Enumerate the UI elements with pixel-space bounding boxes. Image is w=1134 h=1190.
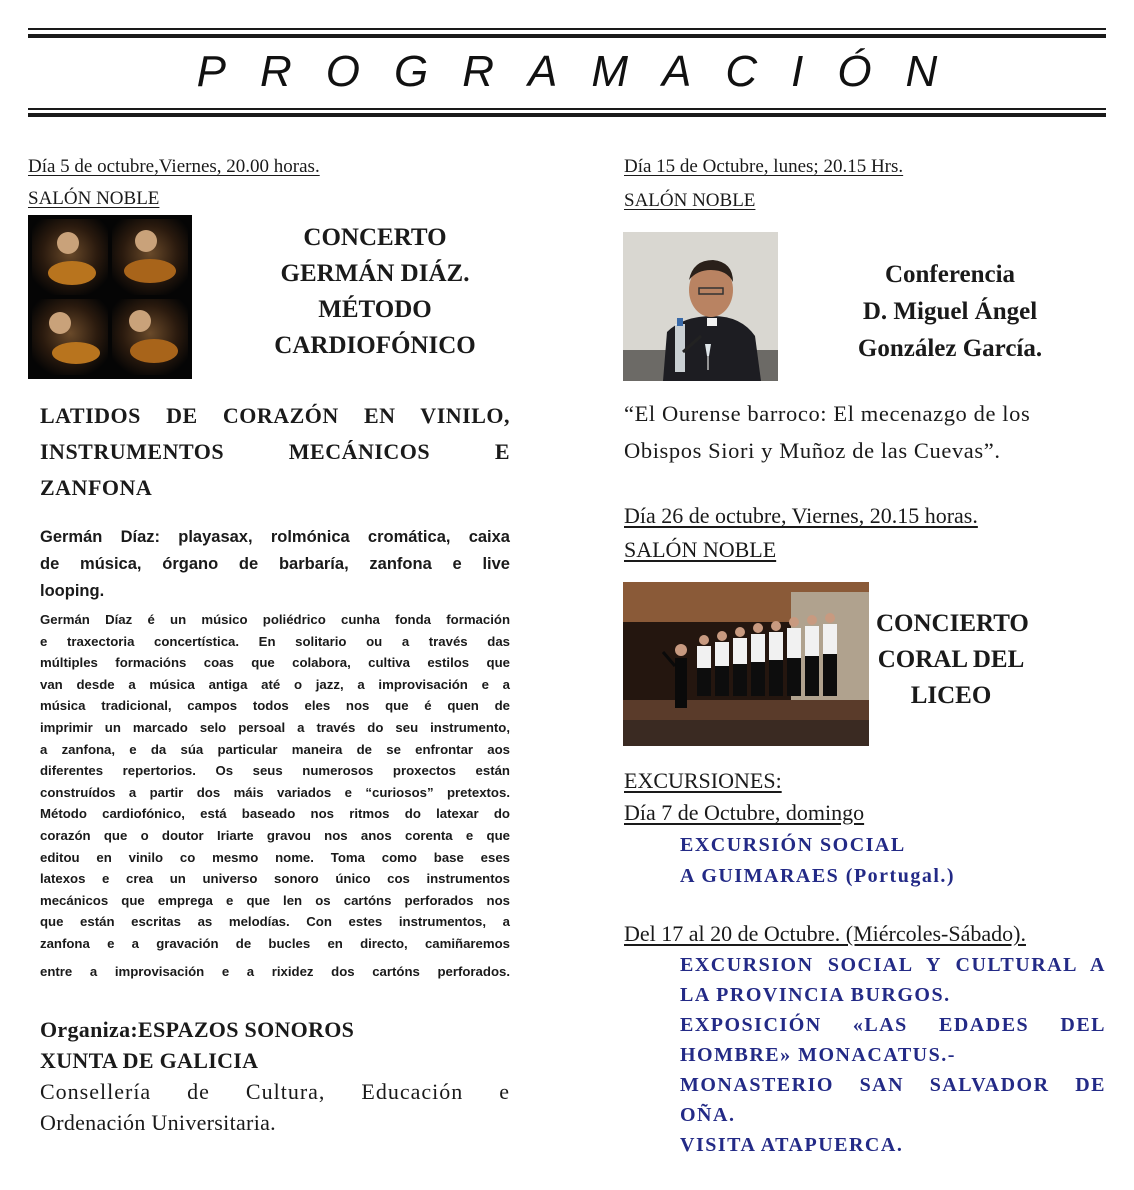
page-title: PROGRAMACIÓN bbox=[196, 47, 972, 96]
event2-title bbox=[790, 256, 1110, 367]
top-rule-thick bbox=[28, 34, 1106, 38]
event1-title-line: MÉTODO bbox=[318, 296, 432, 323]
bio-line: latexos e crea un universo sonoro único cos instrumentos bbox=[40, 871, 510, 887]
event1-subtitle-line: INSTRUMENTOS MECÁNICOS E bbox=[40, 439, 510, 464]
trip2-line: MONASTERIO SAN SALVADOR DE bbox=[680, 1074, 1106, 1096]
trip1-line: A GUIMARAES (Portugal.) bbox=[680, 865, 956, 887]
trip2-line: OÑA. bbox=[680, 1104, 736, 1126]
bio-line: construídos a partir dos máis variados e “curiosos” pretextos. bbox=[40, 784, 510, 800]
event1-title-line: CARDIOFÓNICO bbox=[274, 332, 476, 359]
trip1-details bbox=[680, 830, 955, 892]
event1-organiser bbox=[40, 1014, 510, 1138]
event1-venue: SALÓN NOBLE bbox=[28, 188, 160, 209]
event1-subtitle-line: LATIDOS DE CORAZÓN EN VINILO, bbox=[40, 403, 510, 428]
trip2-line: VISITA ATAPUERCA. bbox=[680, 1134, 904, 1156]
trip2-date: Del 17 al 20 de Octubre. (Miércoles-Sábado). bbox=[624, 921, 1026, 946]
speaker-photo bbox=[623, 232, 778, 381]
bio-line: e traxectoria concertística. En solitario ou a través das bbox=[40, 633, 510, 649]
bio-line: múltiples formacións coas que colabora, cultiva estilos que bbox=[40, 655, 510, 671]
quote-line: Obispos Siori y Muñoz de las Cuevas”. bbox=[624, 438, 1001, 463]
bio-line: Método cardiofónico, está baseado nos ritmos do latexar do bbox=[40, 806, 510, 822]
event1-date: Día 5 de octubre,Viernes, 20.00 horas. bbox=[28, 156, 320, 177]
event3-title bbox=[876, 606, 1029, 714]
trip1-line: EXCURSIÓN SOCIAL bbox=[680, 834, 906, 856]
event1-title bbox=[210, 220, 540, 364]
trip2-line: HOMBRE» MONACATUS.- bbox=[680, 1044, 956, 1066]
trip2-line: EXCURSION SOCIAL Y CULTURAL A bbox=[680, 954, 1106, 976]
organiser-line: Ordenación Universitaria. bbox=[40, 1110, 276, 1135]
event1-title-line: CONCERTO bbox=[303, 224, 447, 251]
organiser-line: XUNTA DE GALICIA bbox=[40, 1048, 259, 1073]
bio-line: que están escritas as melodías. Con estes instrumentos, a bbox=[40, 914, 510, 930]
trip2-details bbox=[680, 950, 1106, 1160]
event2-date: Día 15 de Octubre, lunes; 20.15 Hrs. bbox=[624, 156, 904, 177]
event1-subtitle bbox=[40, 398, 510, 506]
choir-photo bbox=[623, 582, 869, 746]
event3-title-line: CORAL DEL bbox=[877, 646, 1025, 673]
event1-performer bbox=[40, 524, 510, 605]
organiser-line: Consellería de Cultura, Educación e bbox=[40, 1079, 510, 1104]
bio-line: música tradicional, campos todos eles nos que é quen de bbox=[40, 698, 510, 714]
trip2-line: EXPOSICIÓN «LAS EDADES DEL bbox=[680, 1014, 1106, 1036]
event1-title-line: GERMÁN DIÁZ. bbox=[280, 260, 470, 287]
bio-line: imprimir un marcado selo persoal a través do seu instrumento, bbox=[40, 719, 510, 735]
bio-line: a zanfona, e da súa particular maneira de se enfrontar aos bbox=[40, 741, 510, 757]
bottom-rule-thin bbox=[28, 108, 1106, 110]
bottom-rule-thick bbox=[28, 113, 1106, 117]
bio-line: Germán Díaz é un músico poliédrico cunha fonda formación bbox=[40, 612, 510, 627]
event3-venue: SALÓN NOBLE bbox=[624, 537, 777, 562]
musician-photo bbox=[28, 215, 192, 379]
organiser-line: Organiza:ESPAZOS SONOROS bbox=[40, 1017, 355, 1042]
performer-line: Germán Díaz: playasax, rolmónica cromática, caixa bbox=[40, 528, 510, 546]
bio-line: corazón que o doutor Iriarte gravou nos anos corenta e que bbox=[40, 827, 510, 843]
event2-title-line: D. Miguel Ángel bbox=[862, 298, 1038, 325]
bio-line: zanfona e a gravación de bucles en directo, camiñaremos bbox=[40, 935, 510, 951]
event3-date: Día 26 de octubre, Viernes, 20.15 horas. bbox=[624, 503, 978, 528]
event2-venue: SALÓN NOBLE bbox=[624, 190, 756, 211]
bio-line: editou en vinilo co mesmo nome. Toma como base eses bbox=[40, 849, 510, 865]
event1-bio bbox=[40, 609, 510, 982]
bio-line: mecánicos que emprega e que len os cartóns perforados nos bbox=[40, 892, 510, 908]
bio-line: entre a improvisación e a rixidez dos cartóns perforados. bbox=[40, 963, 510, 979]
performer-line: looping. bbox=[40, 582, 105, 600]
event1-subtitle-line: ZANFONA bbox=[40, 475, 153, 500]
event3-title-line: LICEO bbox=[910, 682, 992, 709]
trip1-date: Día 7 de Octubre, domingo bbox=[624, 800, 865, 825]
event2-title-line: González García. bbox=[857, 335, 1043, 362]
event2-quote bbox=[624, 395, 1110, 469]
excursions-heading: EXCURSIONES: bbox=[624, 768, 782, 793]
bio-line: diferentes repertorios. Os seus numerosos proxectos están bbox=[40, 763, 510, 779]
event2-title-line: Conferencia bbox=[884, 261, 1016, 288]
trip2-line: LA PROVINCIA BURGOS. bbox=[680, 984, 951, 1006]
quote-line: “El Ourense barroco: El mecenazgo de los bbox=[624, 401, 1031, 426]
bio-line: van desde a música antiga até o jazz, a improvisación e a bbox=[40, 676, 510, 692]
event3-title-line: CONCIERTO bbox=[876, 610, 1029, 637]
top-rule-thin bbox=[28, 28, 1106, 30]
performer-line: de música, órgano de barbaría, zanfona e live bbox=[40, 555, 510, 573]
